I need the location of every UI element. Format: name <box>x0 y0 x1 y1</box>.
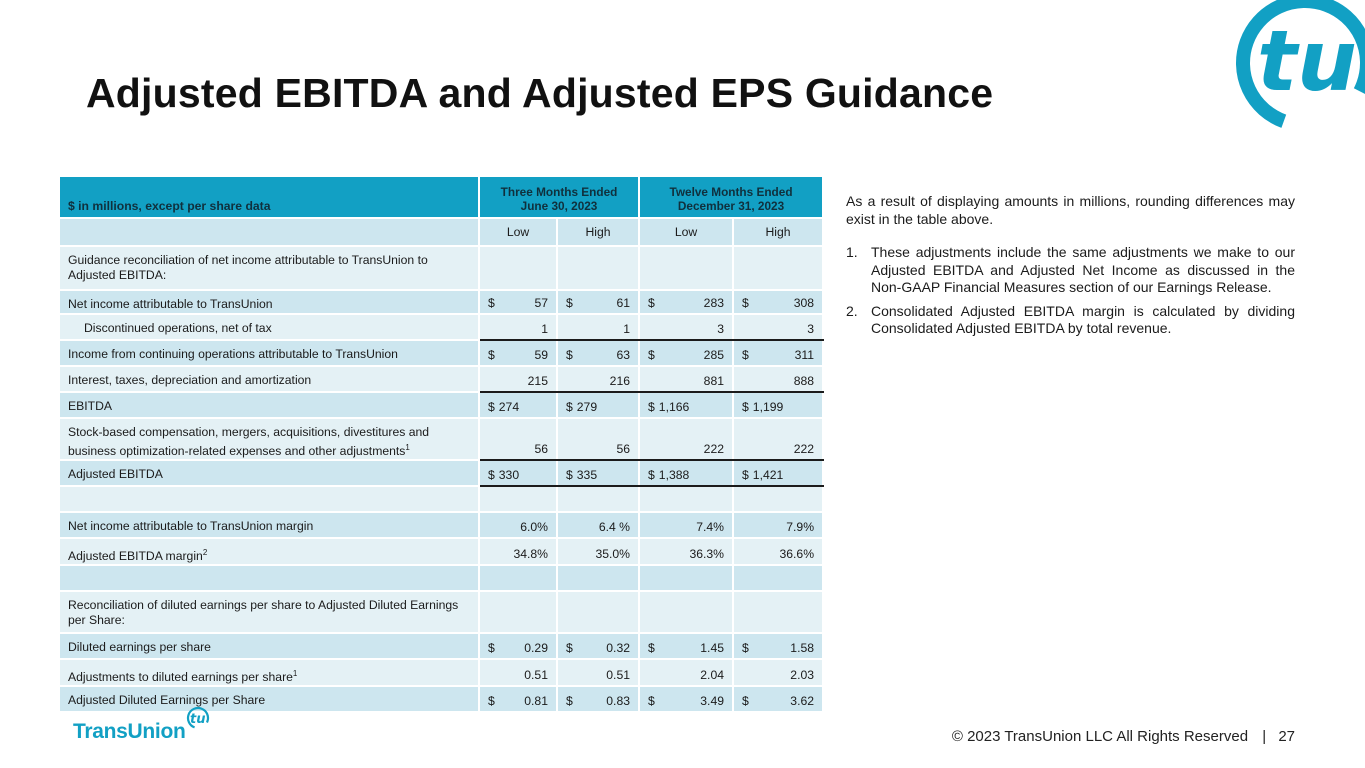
currency-symbol: $ <box>742 641 749 656</box>
currency-symbol: $ <box>648 694 655 709</box>
value-cell <box>479 538 557 565</box>
value-cell <box>639 460 733 486</box>
value-cell <box>479 565 557 591</box>
value-amount: 35.0% <box>595 547 631 562</box>
table-row <box>59 633 823 659</box>
row-label: Reconciliation of diluted earnings per share to Adjusted Diluted Earnings per Share: <box>59 591 479 633</box>
value-amount: 0.32 <box>606 641 631 656</box>
currency-symbol: $ <box>488 468 495 483</box>
value-cell <box>733 392 823 418</box>
value-cell <box>639 290 733 314</box>
currency-symbol: $ <box>742 694 749 709</box>
table-row <box>59 538 823 565</box>
value-amount: 0.83 <box>606 694 631 709</box>
value-cell <box>639 486 733 512</box>
row-label <box>59 565 479 591</box>
guidance-table <box>58 175 824 713</box>
currency-symbol: $ <box>488 296 495 310</box>
table-row <box>59 659 823 686</box>
currency-symbol: $ <box>648 641 655 656</box>
value-amount: 3.62 <box>790 694 815 709</box>
value-cell <box>557 565 639 591</box>
value-cell <box>557 418 639 460</box>
currency-symbol: $ <box>648 468 655 483</box>
table-row <box>59 290 823 314</box>
value-amount: 335 <box>576 468 598 483</box>
value-amount: 330 <box>498 468 520 483</box>
value-amount: 1.45 <box>700 641 725 656</box>
table-row <box>59 392 823 418</box>
value-amount: 36.3% <box>689 547 725 562</box>
value-cell <box>557 686 639 712</box>
value-cell <box>479 290 557 314</box>
value-amount: 3 <box>717 322 725 336</box>
currency-symbol: $ <box>742 468 749 483</box>
value-amount: 2.04 <box>700 668 725 683</box>
value-amount: 56 <box>616 442 631 457</box>
header-twelve-months: Twelve Months Ended December 31, 2023 <box>639 176 823 218</box>
value-cell <box>479 418 557 460</box>
value-cell <box>639 565 733 591</box>
row-label: Adjusted EBITDA <box>59 460 479 486</box>
value-cell <box>733 486 823 512</box>
row-label <box>59 486 479 512</box>
value-cell <box>733 340 823 366</box>
table-row <box>59 418 823 460</box>
value-amount: 3.49 <box>700 694 725 709</box>
value-cell <box>639 246 733 290</box>
value-amount: 61 <box>616 296 631 310</box>
currency-symbol: $ <box>742 296 749 310</box>
value-cell <box>479 340 557 366</box>
footnote-item: 1. These adjustments include the same adjustments we make to our Adjusted EBITDA and Adjusted Net Income as discussed in the Non-GAAP Financial Measures section of our Earnings Release. <box>846 244 1295 295</box>
table-row <box>59 340 823 366</box>
currency-symbol: $ <box>742 348 749 362</box>
value-amount: 56 <box>534 442 548 457</box>
svg-text:tu: tu <box>1257 12 1357 110</box>
low-high-row <box>59 218 823 246</box>
value-cell <box>733 512 823 538</box>
value-amount: 0.29 <box>524 641 548 656</box>
footer-separator: | <box>1262 728 1267 745</box>
value-cell <box>639 314 733 340</box>
value-amount: 6.0% <box>520 520 548 535</box>
value-cell <box>479 512 557 538</box>
currency-symbol: $ <box>566 400 573 414</box>
value-amount: 274 <box>498 400 520 414</box>
row-label: EBITDA <box>59 392 479 418</box>
page-number: 27 <box>1278 728 1295 745</box>
col-low: Low <box>639 218 733 246</box>
table-row <box>59 486 823 512</box>
table-row <box>59 366 823 392</box>
currency-symbol: $ <box>648 296 655 310</box>
row-label: Diluted earnings per share <box>59 633 479 659</box>
footnote-ref: 1 <box>405 443 410 452</box>
value-cell <box>639 340 733 366</box>
currency-symbol: $ <box>488 694 495 709</box>
value-cell <box>733 538 823 565</box>
value-amount: 6.4 % <box>598 520 631 535</box>
value-cell <box>639 686 733 712</box>
value-cell <box>479 591 557 633</box>
row-label: Guidance reconciliation of net income attributable to TransUnion to Adjusted EBITDA: <box>59 246 479 290</box>
footnote-item: 2. Consolidated Adjusted EBITDA margin is calculated by dividing Consolidated Adjusted EBITDA by total revenue. <box>846 302 1295 336</box>
value-cell <box>639 659 733 686</box>
value-cell <box>639 633 733 659</box>
footnotes-panel <box>846 193 1295 344</box>
value-cell <box>733 314 823 340</box>
value-cell <box>557 591 639 633</box>
row-label: Adjusted EBITDA margin$^2$ <box>59 538 479 565</box>
value-cell <box>733 418 823 460</box>
table-row <box>59 246 823 290</box>
value-amount: 1 <box>541 322 548 336</box>
row-label: Interest, taxes, depreciation and amortization <box>59 366 479 392</box>
value-amount: 1,166 <box>658 400 690 414</box>
value-amount: 3 <box>807 322 815 336</box>
value-amount: 1,388 <box>658 468 690 483</box>
value-cell <box>557 290 639 314</box>
value-amount: 888 <box>793 374 815 388</box>
value-cell <box>557 314 639 340</box>
currency-symbol: $ <box>566 468 573 483</box>
value-amount: 279 <box>576 400 598 414</box>
value-amount: 1 <box>623 322 631 336</box>
value-cell <box>733 591 823 633</box>
value-amount: 34.8% <box>513 547 548 562</box>
svg-text:tu: tu <box>190 712 206 727</box>
value-cell <box>733 246 823 290</box>
currency-symbol: $ <box>648 400 655 414</box>
value-cell <box>557 512 639 538</box>
value-cell <box>479 392 557 418</box>
value-amount: 0.51 <box>606 668 631 683</box>
value-cell <box>733 659 823 686</box>
value-cell <box>557 366 639 392</box>
value-cell <box>557 486 639 512</box>
row-label: Income from continuing operations attributable to TransUnion <box>59 340 479 366</box>
transunion-wordmark: TransUnion <box>73 720 186 743</box>
value-amount: 222 <box>793 442 815 457</box>
value-cell <box>479 366 557 392</box>
header-three-months: Three Months Ended June 30, 2023 <box>479 176 639 218</box>
table-row <box>59 512 823 538</box>
value-amount: 36.6% <box>779 547 815 562</box>
value-cell <box>557 538 639 565</box>
col-high: High <box>557 218 639 246</box>
value-amount: 308 <box>793 296 815 310</box>
value-cell <box>639 512 733 538</box>
value-cell <box>733 633 823 659</box>
value-amount: 1,421 <box>752 468 784 483</box>
value-amount: 311 <box>794 348 815 362</box>
currency-symbol: $ <box>566 296 573 310</box>
value-amount: 59 <box>534 348 548 362</box>
value-amount: 881 <box>703 374 725 388</box>
value-cell <box>479 460 557 486</box>
footer <box>952 728 1295 745</box>
row-label: Stock-based compensation, mergers, acquisitions, divestitures and business optimization-related expenses and other adjustments$^1$ <box>59 418 479 460</box>
value-amount: 0.51 <box>524 668 548 683</box>
footnote-ref: 1 <box>292 669 298 679</box>
value-cell <box>639 591 733 633</box>
value-amount: 216 <box>609 374 631 388</box>
value-amount: 0.81 <box>524 694 548 709</box>
value-amount: 2.03 <box>790 668 815 683</box>
value-cell <box>733 460 823 486</box>
row-label: Adjusted Diluted Earnings per Share <box>59 686 479 712</box>
value-cell <box>639 392 733 418</box>
value-amount: 283 <box>703 296 725 310</box>
value-cell <box>479 686 557 712</box>
currency-symbol: $ <box>488 641 495 656</box>
table-row <box>59 591 823 633</box>
value-cell <box>479 486 557 512</box>
value-cell <box>557 460 639 486</box>
rounding-note: As a result of displaying amounts in millions, rounding differences may exist in the table above. <box>846 193 1295 227</box>
value-amount: 1.58 <box>790 641 815 656</box>
footnote-list <box>846 244 1295 338</box>
table-row <box>59 314 823 340</box>
row-label: Adjustments to diluted earnings per share$^1$ <box>59 659 479 686</box>
value-cell <box>479 246 557 290</box>
value-cell <box>479 633 557 659</box>
value-amount: 222 <box>703 442 725 457</box>
value-cell <box>557 246 639 290</box>
page-title: Adjusted EBITDA and Adjusted EPS Guidance <box>86 70 994 116</box>
currency-symbol: $ <box>742 400 749 414</box>
currency-symbol: $ <box>648 348 655 362</box>
value-cell <box>557 659 639 686</box>
value-amount: 215 <box>527 374 548 388</box>
value-cell <box>639 366 733 392</box>
footnote-ref: 2 <box>202 548 208 558</box>
value-amount: 63 <box>616 348 631 362</box>
copyright-text: © 2023 TransUnion LLC All Rights Reserved <box>951 728 1249 745</box>
row-label: Net income attributable to TransUnion <box>59 290 479 314</box>
value-cell <box>733 565 823 591</box>
table-row <box>59 460 823 486</box>
value-amount: 1,199 <box>752 400 784 414</box>
value-amount: 57 <box>534 296 548 310</box>
value-cell <box>557 340 639 366</box>
value-amount: 7.4% <box>696 520 725 535</box>
value-amount: 285 <box>703 348 725 362</box>
value-cell <box>479 314 557 340</box>
currency-symbol: $ <box>488 348 495 362</box>
col-low: Low <box>479 218 557 246</box>
currency-symbol: $ <box>488 400 495 414</box>
row-label: Discontinued operations, net of tax <box>59 314 479 340</box>
row-label: Net income attributable to TransUnion margin <box>59 512 479 538</box>
value-cell <box>733 366 823 392</box>
value-cell <box>733 686 823 712</box>
value-cell <box>557 392 639 418</box>
transunion-corner-logo <box>1205 0 1365 158</box>
table-header-label: $ in millions, except per share data <box>59 176 479 218</box>
col-high: High <box>733 218 823 246</box>
currency-symbol: $ <box>566 694 573 709</box>
currency-symbol: $ <box>566 348 573 362</box>
value-cell <box>639 418 733 460</box>
value-amount: 7.9% <box>786 520 815 535</box>
value-cell <box>639 538 733 565</box>
table-header-row <box>59 176 823 218</box>
table-row <box>59 565 823 591</box>
currency-symbol: $ <box>566 641 573 656</box>
value-cell <box>733 290 823 314</box>
value-cell <box>479 659 557 686</box>
value-cell <box>557 633 639 659</box>
